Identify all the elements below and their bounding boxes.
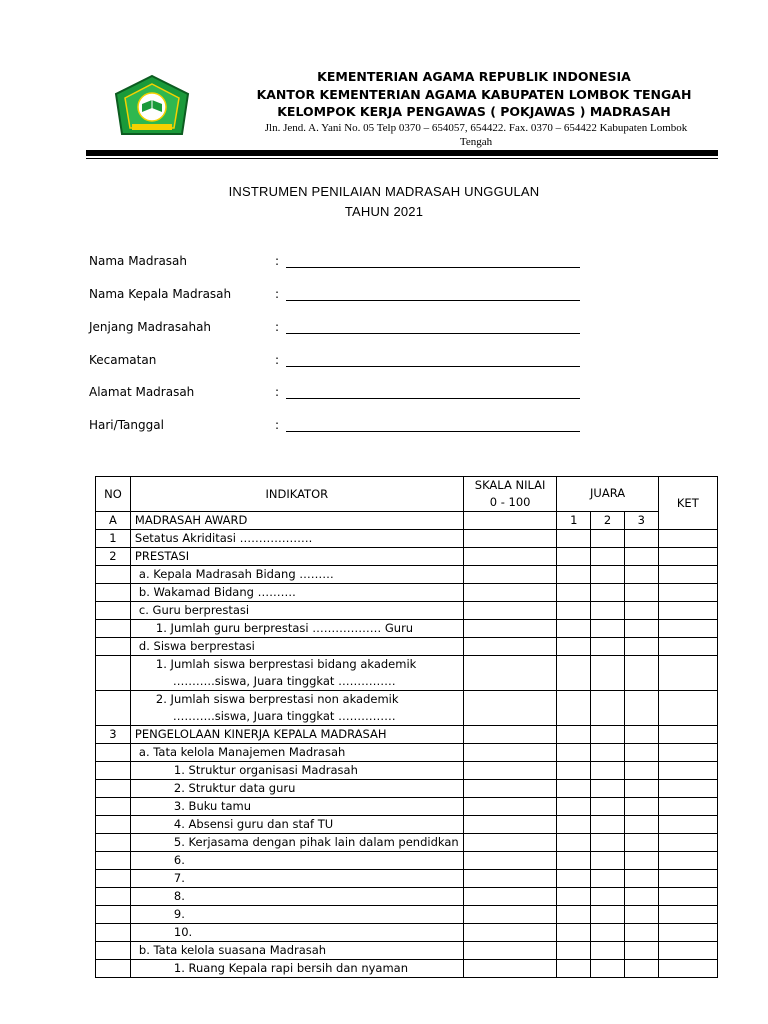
indikator-text: 1. Struktur organisasi Madrasah [173, 763, 358, 777]
row-indikator [130, 584, 463, 602]
score-cell[interactable] [463, 924, 557, 942]
ket-cell[interactable] [658, 726, 717, 744]
table-row [96, 888, 718, 906]
juara-2-cell[interactable] [591, 548, 625, 566]
field-label: Hari/Tanggal [89, 418, 164, 432]
field-colon: : [275, 320, 280, 334]
juara-3-cell[interactable] [624, 960, 658, 978]
row-number: A [96, 512, 131, 530]
row-number [96, 602, 131, 620]
juara-3-cell[interactable] [624, 780, 658, 798]
row-indikator [130, 691, 463, 726]
row-number: 2 [96, 548, 131, 566]
row-number: 1 [96, 530, 131, 548]
score-cell[interactable] [463, 691, 557, 726]
score-cell[interactable] [463, 762, 557, 780]
ket-cell[interactable] [658, 798, 717, 816]
row-number [96, 780, 131, 798]
header-ket: KET [658, 477, 717, 530]
table-row [96, 906, 718, 924]
row-indikator [130, 530, 463, 548]
table-row [96, 744, 718, 762]
score-cell[interactable] [463, 834, 557, 852]
table-row [96, 566, 718, 584]
table-row [96, 960, 718, 978]
row-number [96, 924, 131, 942]
score-cell[interactable] [463, 656, 557, 691]
juara-3-cell[interactable] [624, 888, 658, 906]
row-number [96, 620, 131, 638]
indikator-text: 8. [173, 889, 185, 903]
ket-cell[interactable] [658, 780, 717, 798]
row-indikator [130, 656, 463, 691]
indikator-text: MADRASAH AWARD [134, 513, 248, 527]
juara-3-cell[interactable] [624, 762, 658, 780]
table-row [96, 870, 718, 888]
ket-cell[interactable] [658, 584, 717, 602]
ket-cell[interactable] [658, 548, 717, 566]
indikator-text: 4. Absensi guru dan staf TU [173, 817, 334, 831]
header-skala-line1: SKALA NILAI [474, 478, 546, 492]
fill-in-line[interactable] [286, 267, 580, 268]
indikator-text: 10. [173, 925, 193, 939]
score-cell[interactable] [463, 584, 557, 602]
score-cell[interactable] [463, 548, 557, 566]
score-cell[interactable] [463, 942, 557, 960]
address-line-2: Tengah [459, 136, 493, 148]
juara-1-cell[interactable] [557, 780, 591, 798]
header-indikator: INDIKATOR [130, 477, 463, 512]
juara-3-cell[interactable] [624, 870, 658, 888]
row-number [96, 960, 131, 978]
row-indikator [130, 852, 463, 870]
field-label: Alamat Madrasah [89, 385, 195, 399]
juara-3-cell[interactable] [624, 798, 658, 816]
ket-cell[interactable] [658, 870, 717, 888]
document-year: TAHUN 2021 [344, 204, 424, 219]
table-row [96, 602, 718, 620]
letterhead-line-2: KANTOR KEMENTERIAN AGAMA KABUPATEN LOMBOK TENGAH [256, 86, 692, 102]
ket-cell[interactable] [658, 762, 717, 780]
juara-1-cell[interactable] [557, 744, 591, 762]
row-number [96, 638, 131, 656]
row-indikator [130, 548, 463, 566]
score-cell[interactable] [463, 780, 557, 798]
juara-3-cell[interactable] [624, 548, 658, 566]
juara-2-cell[interactable] [591, 620, 625, 638]
score-cell[interactable] [463, 960, 557, 978]
juara-1-header: 1 [557, 512, 591, 530]
row-indikator [130, 726, 463, 744]
row-number [96, 942, 131, 960]
score-cell[interactable] [463, 602, 557, 620]
letterhead-divider-thin [86, 158, 718, 159]
indikator-text: 9. [173, 907, 185, 921]
table-header-row [96, 477, 718, 512]
table-row [96, 942, 718, 960]
juara-2-cell[interactable] [591, 888, 625, 906]
indikator-text: Setatus Akriditasi ………………. [134, 531, 313, 545]
indikator-text-continued: ………..siswa, Juara tinggkat …………… [172, 709, 396, 723]
table-row [96, 834, 718, 852]
fill-in-line[interactable] [286, 333, 580, 334]
juara-1-cell[interactable] [557, 888, 591, 906]
indikator-text: b. Tata kelola suasana Madrasah [138, 943, 327, 957]
ket-cell[interactable] [658, 656, 717, 691]
row-number [96, 798, 131, 816]
score-cell[interactable] [463, 852, 557, 870]
field-colon: : [275, 418, 280, 432]
indikator-text: 1. Jumlah guru berprestasi ……………… Guru [155, 621, 414, 635]
juara-3-cell[interactable] [624, 942, 658, 960]
juara-1-cell[interactable] [557, 726, 591, 744]
row-indikator [130, 602, 463, 620]
fill-in-line[interactable] [286, 398, 580, 399]
juara-1-cell[interactable] [557, 942, 591, 960]
letterhead-divider-thick [86, 150, 718, 156]
kemenag-logo-icon [112, 74, 192, 140]
score-cell[interactable] [463, 530, 557, 548]
juara-1-cell[interactable] [557, 656, 591, 691]
indikator-text: 5. Kerjasama dengan pihak lain dalam pendidkan [173, 835, 459, 849]
juara-2-cell[interactable] [591, 762, 625, 780]
header-no: NO [96, 477, 131, 512]
table-row [96, 798, 718, 816]
juara-1-cell[interactable] [557, 602, 591, 620]
score-cell[interactable] [463, 726, 557, 744]
field-label: Kecamatan [89, 353, 157, 367]
juara-2-cell[interactable] [591, 656, 625, 691]
score-cell[interactable] [463, 512, 557, 530]
juara-2-cell[interactable] [591, 744, 625, 762]
field-colon: : [275, 287, 280, 301]
juara-1-cell[interactable] [557, 762, 591, 780]
row-number: 3 [96, 726, 131, 744]
ket-cell[interactable] [658, 960, 717, 978]
indikator-text: 3. Buku tamu [173, 799, 252, 813]
juara-3-cell[interactable] [624, 638, 658, 656]
ket-cell[interactable] [658, 852, 717, 870]
juara-1-cell[interactable] [557, 584, 591, 602]
row-indikator [130, 620, 463, 638]
juara-3-cell[interactable] [624, 691, 658, 726]
juara-1-cell[interactable] [557, 530, 591, 548]
juara-3-cell[interactable] [624, 852, 658, 870]
table-row [96, 548, 718, 566]
ket-cell[interactable] [658, 602, 717, 620]
juara-2-cell[interactable] [591, 584, 625, 602]
juara-2-cell[interactable] [591, 960, 625, 978]
juara-2-cell[interactable] [591, 566, 625, 584]
row-indikator [130, 638, 463, 656]
juara-2-cell[interactable] [591, 816, 625, 834]
letterhead-address [226, 121, 726, 149]
juara-1-cell[interactable] [557, 960, 591, 978]
juara-2-cell[interactable] [591, 780, 625, 798]
juara-2-cell[interactable] [591, 798, 625, 816]
row-indikator [130, 816, 463, 834]
juara-1-cell[interactable] [557, 834, 591, 852]
letterhead [200, 68, 748, 121]
row-number [96, 656, 131, 691]
juara-3-cell[interactable] [624, 744, 658, 762]
header-skala-nilai [463, 477, 557, 512]
juara-2-cell[interactable] [591, 602, 625, 620]
table-row [96, 512, 718, 530]
table-row [96, 656, 718, 691]
ket-cell[interactable] [658, 566, 717, 584]
score-cell[interactable] [463, 906, 557, 924]
juara-2-cell[interactable] [591, 726, 625, 744]
juara-3-cell[interactable] [624, 602, 658, 620]
table-row [96, 924, 718, 942]
score-cell[interactable] [463, 638, 557, 656]
indikator-text: 7. [173, 871, 185, 885]
juara-2-cell[interactable] [591, 906, 625, 924]
juara-3-cell[interactable] [624, 834, 658, 852]
juara-1-cell[interactable] [557, 638, 591, 656]
row-indikator [130, 960, 463, 978]
row-indikator [130, 888, 463, 906]
indikator-text: PRESTASI [134, 549, 190, 563]
juara-2-cell[interactable] [591, 834, 625, 852]
table-row [96, 780, 718, 798]
fill-in-line[interactable] [286, 431, 580, 432]
table-row [96, 762, 718, 780]
juara-1-cell[interactable] [557, 870, 591, 888]
indikator-text: PENGELOLAAN KINERJA KEPALA MADRASAH [134, 727, 387, 741]
ket-cell[interactable] [658, 530, 717, 548]
indikator-text: 6. [173, 853, 185, 867]
juara-2-header: 2 [591, 512, 625, 530]
fill-in-line[interactable] [286, 300, 580, 301]
header-juara: JUARA [557, 477, 658, 512]
juara-1-cell[interactable] [557, 816, 591, 834]
row-number [96, 906, 131, 924]
table-body [96, 530, 718, 978]
indikator-text: a. Tata kelola Manajemen Madrasah [138, 745, 346, 759]
table-row [96, 726, 718, 744]
juara-1-cell[interactable] [557, 852, 591, 870]
row-indikator [130, 512, 463, 530]
field-colon: : [275, 353, 280, 367]
document-title: INSTRUMEN PENILAIAN MADRASAH UNGGULAN [228, 184, 540, 199]
juara-1-cell[interactable] [557, 924, 591, 942]
row-indikator [130, 780, 463, 798]
indikator-text: c. Guru berprestasi [138, 603, 250, 617]
table-row [96, 816, 718, 834]
ket-cell[interactable] [658, 816, 717, 834]
ket-cell[interactable] [658, 744, 717, 762]
juara-1-cell[interactable] [557, 798, 591, 816]
juara-3-cell[interactable] [624, 726, 658, 744]
ket-cell[interactable] [658, 888, 717, 906]
ket-cell[interactable] [658, 834, 717, 852]
ket-cell[interactable] [658, 906, 717, 924]
score-cell[interactable] [463, 798, 557, 816]
address-line-1: Jln. Jend. A. Yani No. 05 Telp 0370 – 654057, 654422. Fax. 0370 – 654422 Kabupaten Lombok [264, 122, 688, 134]
indikator-text: a. Kepala Madrasah Bidang ……… [138, 567, 334, 581]
juara-2-cell[interactable] [591, 870, 625, 888]
score-cell[interactable] [463, 870, 557, 888]
field-label: Nama Madrasah [89, 254, 188, 268]
ket-cell[interactable] [658, 638, 717, 656]
indikator-text: b. Wakamad Bidang ………. [138, 585, 296, 599]
indikator-text: d. Siswa berprestasi [138, 639, 255, 653]
row-number [96, 762, 131, 780]
letterhead-line-1: KEMENTERIAN AGAMA REPUBLIK INDONESIA [317, 69, 631, 84]
score-cell[interactable] [463, 888, 557, 906]
juara-3-cell[interactable] [624, 924, 658, 942]
juara-1-cell[interactable] [557, 620, 591, 638]
field-label: Nama Kepala Madrasah [89, 287, 232, 301]
row-indikator [130, 744, 463, 762]
table-row [96, 620, 718, 638]
header-skala-line2: 0 - 100 [489, 495, 531, 509]
table-row [96, 584, 718, 602]
score-cell[interactable] [463, 620, 557, 638]
ket-cell[interactable] [658, 691, 717, 726]
row-number [96, 852, 131, 870]
fill-in-line[interactable] [286, 366, 580, 367]
juara-3-cell[interactable] [624, 620, 658, 638]
row-indikator [130, 906, 463, 924]
juara-2-cell[interactable] [591, 924, 625, 942]
ket-cell[interactable] [658, 942, 717, 960]
row-indikator [130, 762, 463, 780]
indikator-text: 2. Struktur data guru [173, 781, 296, 795]
juara-3-cell[interactable] [624, 566, 658, 584]
row-indikator [130, 924, 463, 942]
juara-3-cell[interactable] [624, 584, 658, 602]
score-cell[interactable] [463, 816, 557, 834]
indikator-text: 1. Ruang Kepala rapi bersih dan nyaman [173, 961, 409, 975]
row-number [96, 566, 131, 584]
ket-cell[interactable] [658, 620, 717, 638]
table-row [96, 530, 718, 548]
table-row [96, 691, 718, 726]
juara-3-cell[interactable] [624, 656, 658, 691]
juara-1-cell[interactable] [557, 548, 591, 566]
score-cell[interactable] [463, 566, 557, 584]
table-row [96, 852, 718, 870]
indikator-text: 1. Jumlah siswa berprestasi bidang akademik [155, 657, 417, 671]
row-number [96, 870, 131, 888]
juara-3-cell[interactable] [624, 530, 658, 548]
row-number [96, 834, 131, 852]
row-indikator [130, 834, 463, 852]
juara-2-cell[interactable] [591, 638, 625, 656]
row-number [96, 584, 131, 602]
row-indikator [130, 798, 463, 816]
field-label: Jenjang Madrasahah [89, 320, 212, 334]
juara-1-cell[interactable] [557, 691, 591, 726]
indikator-text: 2. Jumlah siswa berprestasi non akademik [155, 692, 399, 706]
juara-1-cell[interactable] [557, 906, 591, 924]
juara-2-cell[interactable] [591, 852, 625, 870]
juara-2-cell[interactable] [591, 530, 625, 548]
field-colon: : [275, 385, 280, 399]
juara-2-cell[interactable] [591, 942, 625, 960]
table-row [96, 638, 718, 656]
juara-2-cell[interactable] [591, 691, 625, 726]
assessment-table [95, 476, 718, 978]
row-indikator [130, 870, 463, 888]
row-number [96, 691, 131, 726]
row-number [96, 816, 131, 834]
score-cell[interactable] [463, 744, 557, 762]
row-number [96, 744, 131, 762]
juara-3-cell[interactable] [624, 906, 658, 924]
row-indikator [130, 566, 463, 584]
juara-1-cell[interactable] [557, 566, 591, 584]
letterhead-line-3: KELOMPOK KERJA PENGAWAS ( POKJAWAS ) MADRASAH [277, 104, 671, 119]
juara-3-cell[interactable] [624, 816, 658, 834]
juara-3-header: 3 [624, 512, 658, 530]
field-colon: : [275, 254, 280, 268]
row-number [96, 888, 131, 906]
ket-cell[interactable] [658, 924, 717, 942]
row-indikator [130, 942, 463, 960]
indikator-text-continued: ………..siswa, Juara tinggkat …………… [172, 674, 396, 688]
